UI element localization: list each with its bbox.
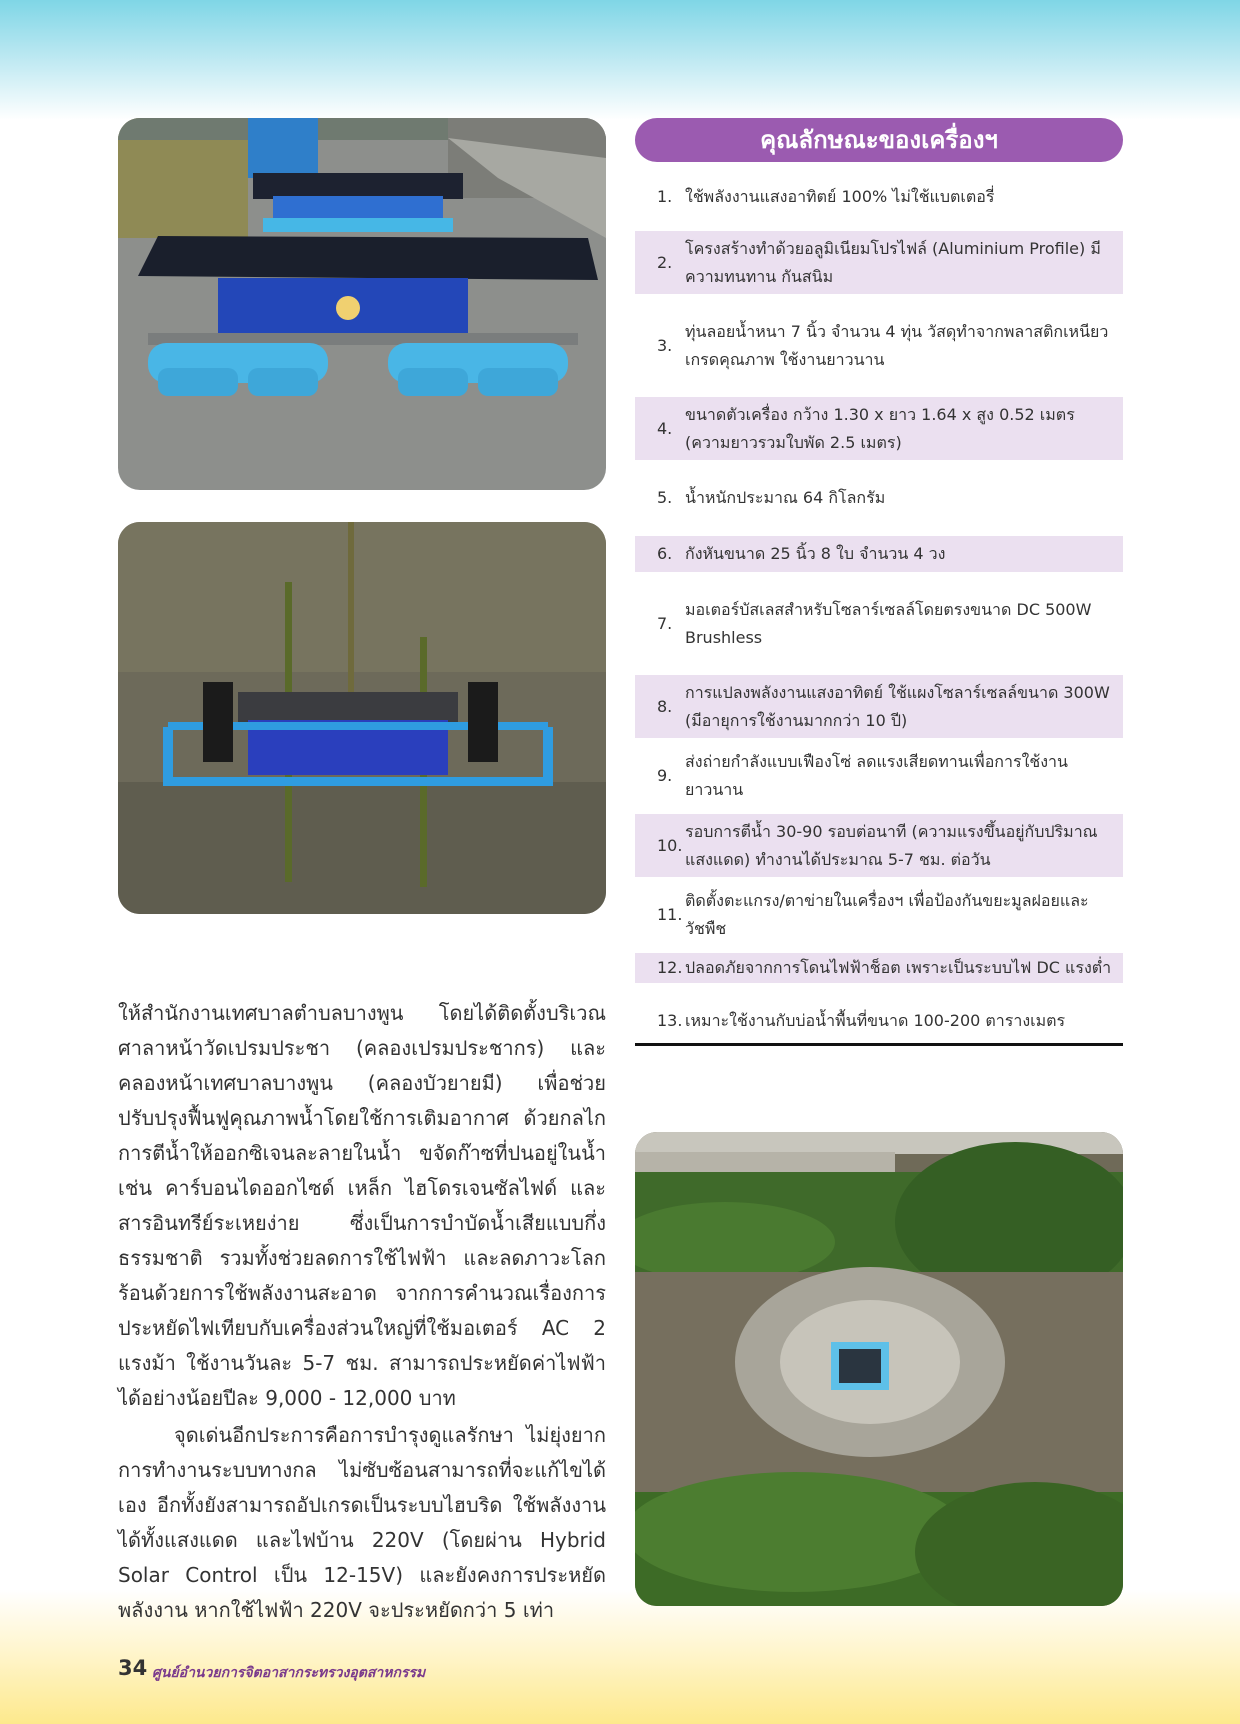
spec-item-number: 7. xyxy=(657,613,673,633)
spec-item-1 xyxy=(635,183,1123,211)
photo-aerial-pond-view xyxy=(635,1132,1123,1606)
spec-section-title: คุณลักษณะของเครื่องฯ xyxy=(635,118,1123,162)
spec-item-text: มอเตอร์บัสเลสสำหรับโซลาร์เซลล์โดยตรงขนาด DC 500W Brushless xyxy=(685,599,1092,647)
body-paragraph-1: ให้สำนักงานเทศบาลตำบลบางพูน โดยได้ติดตั้งบริเวณศาลาหน้าวัดเปรมประชา (คลองเปรมประชากร) และคลองหน้าเทศบาลบางพูน (คลองบัวยายมี) เพื่อช่วยปรับปรุงฟื้นฟูคุณภาพน้ำโดยใช้การเติมอากาศ ด้วยกลไกการตีน้ำให้ออกซิเจนละลายในน้ำ ขจัดก๊าซที่ปนอยู่ในน้ำ เช่น คาร์บอนไดออกไซด์ เหล็ก ไฮโดรเจนซัลไฟด์ และสารอินทรีย์ระเหยง่าย ซึ่งเป็นการบำบัดน้ำเสียแบบกึ่งธรรมชาติ รวมทั้งช่วยลดการใช้ไฟฟ้า และลดภาวะโลกร้อนด้วยการใช้พลังงานสะอาด จากการคำนวณเรื่องการประหยัดไฟเทียบกับเครื่องส่วนใหญ่ที่ใช้มอเตอร์ AC 2 แรงม้า ใช้งานวันละ 5-7 ชม. สามารถประหยัดค่าไฟฟ้า ได้อย่างน้อยปีละ 9,000 - 12,000 บาท xyxy=(118,1001,606,1410)
page-number: 34 xyxy=(118,1656,148,1680)
spec-item-12 xyxy=(635,953,1123,983)
spec-item-11 xyxy=(635,891,1123,938)
spec-item-13 xyxy=(635,1003,1123,1039)
spec-item-text: น้ำหนักประมาณ 64 กิโลกรัม xyxy=(685,488,886,507)
spec-bottom-rule xyxy=(635,1043,1123,1046)
spec-item-number: 9. xyxy=(657,766,673,785)
spec-item-text: กังหันขนาด 25 นิ้ว 8 ใบ จำนวน 4 วง xyxy=(685,544,946,563)
spec-item-number: 11. xyxy=(657,905,683,924)
spec-item-8 xyxy=(635,675,1123,738)
body-paragraph-2: จุดเด่นอีกประการคือการบำรุงดูแลรักษา ไม่ยุ่งยาก การทำงานระบบทางกล ไม่ซับซ้อนสามารถที่จะแก้ไขได้เอง อีกทั้งยังสามารถอัปเกรดเป็นระบบไฮบริด ใช้พลังงานได้ทั้งแสงแดด และไฟบ้าน 220V (โดยผ่าน Hybrid Solar Control เป็น 12-15V) และยังคงการประหยัดพลังงาน หากใช้ไฟฟ้า 220V จะประหยัดกว่า 5 เท่า xyxy=(118,1423,606,1622)
spec-item-number: 10. xyxy=(657,835,683,855)
spec-item-4 xyxy=(635,397,1123,460)
spec-item-number: 2. xyxy=(657,252,673,272)
photo-aerator-in-pond xyxy=(118,522,606,914)
spec-item-number: 4. xyxy=(657,418,673,438)
spec-item-text: ติดตั้งตะแกรง/ตาข่ายในเครื่องฯ เพื่อป้องกันขยะมูลฝอยและวัชพืช xyxy=(685,891,1089,938)
spec-item-text: โครงสร้างทำด้วยอลูมิเนียมโปรไฟล์ (Aluminium Profile) มีความทนทาน กันสนิม xyxy=(685,238,1101,286)
spec-item-text: รอบการตีน้ำ 30-90 รอบต่อนาที (ความแรงขึ้นอยู่กับปริมาณ แสงแดด) ทำงานได้ประมาณ 5-7 ชม. ต่อวัน xyxy=(685,821,1098,869)
spec-item-5 xyxy=(635,480,1123,516)
spec-item-3 xyxy=(635,314,1123,377)
spec-list xyxy=(635,183,1123,1059)
footer-organization: ศูนย์อำนวยการจิตอาสากระทรวงอุตสาหกรรม xyxy=(152,1665,426,1681)
spec-item-text: การแปลงพลังงานแสงอาทิตย์ ใช้แผงโซลาร์เซลล์ขนาด 300W (มีอายุการใช้งานมากกว่า 10 ปี) xyxy=(685,682,1110,730)
spec-item-text: ใช้พลังงานแสงอาทิตย์ 100% ไม่ใช้แบตเตอรี่ xyxy=(685,187,995,206)
spec-item-text: ปลอดภัยจากการโดนไฟฟ้าช็อต เพราะเป็นระบบไฟ DC แรงต่ำ xyxy=(685,958,1112,977)
spec-item-number: 1. xyxy=(657,187,673,206)
spec-item-number: 12. xyxy=(657,958,683,977)
spec-item-number: 5. xyxy=(657,488,673,507)
spec-item-number: 6. xyxy=(657,544,673,563)
spec-item-6 xyxy=(635,536,1123,572)
spec-item-7 xyxy=(635,592,1123,655)
photo-aerators-on-dock xyxy=(118,118,606,490)
spec-item-text: ขนาดตัวเครื่อง กว้าง 1.30 x ยาว 1.64 x สูง 0.52 เมตร (ความยาวรวมใบพัด 2.5 เมตร) xyxy=(685,404,1075,452)
spec-item-2 xyxy=(635,231,1123,294)
spec-item-number: 13. xyxy=(657,1011,683,1030)
spec-item-number: 8. xyxy=(657,696,673,716)
spec-item-text: เหมาะใช้งานกับบ่อน้ำพื้นที่ขนาด 100-200 ตารางเมตร xyxy=(685,1011,1066,1030)
spec-item-number: 3. xyxy=(657,335,673,355)
spec-item-text: ทุ่นลอยน้ำหนา 7 นิ้ว จำนวน 4 ทุ่น วัสดุทำจากพลาสติกเหนียว เกรดคุณภาพ ใช้งานยาวนาน xyxy=(685,321,1109,369)
spec-item-10 xyxy=(635,814,1123,877)
spec-item-9 xyxy=(635,752,1123,799)
spec-item-text: ส่งถ่ายกำลังแบบเฟืองโซ่ ลดแรงเสียดทานเพื่อการใช้งานยาวนาน xyxy=(685,752,1068,799)
